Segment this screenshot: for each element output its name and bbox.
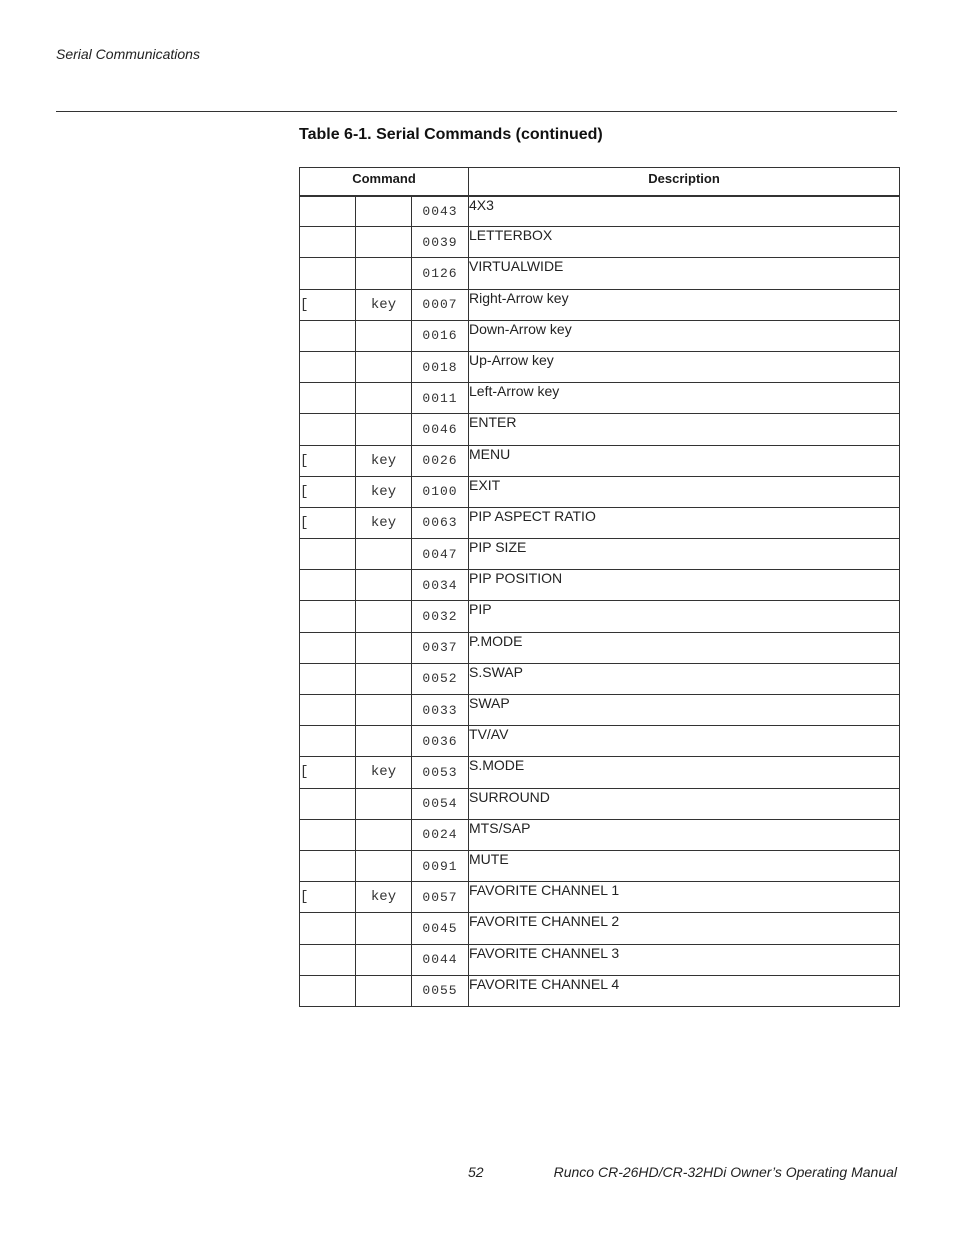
command-code-cell: 0032 (412, 601, 469, 632)
command-code-cell: 0091 (412, 850, 469, 881)
command-prefix-cell (300, 975, 356, 1006)
command-prefix-cell: [ (300, 289, 356, 320)
description-cell: MUTE (469, 850, 900, 881)
table-row (300, 788, 900, 819)
description-cell: Right-Arrow key (469, 289, 900, 320)
description-cell: Left-Arrow key (469, 383, 900, 414)
description-cell: FAVORITE CHANNEL 1 (469, 882, 900, 913)
command-prefix-cell: [ (300, 445, 356, 476)
command-code-cell: 0057 (412, 882, 469, 913)
command-key-cell (356, 819, 412, 850)
command-prefix-cell (300, 196, 356, 227)
table-row (300, 445, 900, 476)
command-prefix-cell (300, 913, 356, 944)
command-code-cell: 0037 (412, 632, 469, 663)
command-prefix-cell (300, 320, 356, 351)
description-cell: MTS/SAP (469, 819, 900, 850)
command-prefix-cell (300, 414, 356, 445)
command-key-cell: key (356, 882, 412, 913)
command-key-cell: key (356, 757, 412, 788)
table-row (300, 882, 900, 913)
table-row (300, 726, 900, 757)
command-key-cell (356, 913, 412, 944)
command-prefix-cell: [ (300, 476, 356, 507)
command-code-cell: 0026 (412, 445, 469, 476)
command-key-cell (356, 663, 412, 694)
table-row (300, 289, 900, 320)
table-row (300, 227, 900, 258)
command-key-cell (356, 601, 412, 632)
description-cell: 4X3 (469, 196, 900, 227)
command-code-cell: 0047 (412, 539, 469, 570)
table-row (300, 196, 900, 227)
command-key-cell: key (356, 289, 412, 320)
description-cell: Down-Arrow key (469, 320, 900, 351)
command-prefix-cell (300, 695, 356, 726)
command-code-cell: 0126 (412, 258, 469, 289)
command-prefix-cell (300, 663, 356, 694)
command-code-cell: 0039 (412, 227, 469, 258)
command-key-cell (356, 414, 412, 445)
description-cell: PIP POSITION (469, 570, 900, 601)
command-key-cell (356, 258, 412, 289)
command-prefix-cell (300, 351, 356, 382)
command-code-cell: 0044 (412, 944, 469, 975)
command-code-cell: 0100 (412, 476, 469, 507)
command-prefix-cell (300, 227, 356, 258)
running-header: Serial Communications (56, 46, 200, 62)
description-cell: MENU (469, 445, 900, 476)
command-prefix-cell (300, 726, 356, 757)
command-code-cell: 0024 (412, 819, 469, 850)
command-key-cell (356, 227, 412, 258)
command-prefix-cell (300, 601, 356, 632)
table-row (300, 757, 900, 788)
column-header-command: Command (300, 168, 469, 196)
command-code-cell: 0046 (412, 414, 469, 445)
command-code-cell: 0034 (412, 570, 469, 601)
description-cell: FAVORITE CHANNEL 2 (469, 913, 900, 944)
command-code-cell: 0033 (412, 695, 469, 726)
description-cell: TV/AV (469, 726, 900, 757)
serial-commands-table (299, 167, 900, 1007)
command-prefix-cell (300, 944, 356, 975)
table-row (300, 507, 900, 538)
command-key-cell (356, 975, 412, 1006)
command-code-cell: 0055 (412, 975, 469, 1006)
description-cell: SURROUND (469, 788, 900, 819)
command-key-cell (356, 383, 412, 414)
command-key-cell (356, 850, 412, 881)
command-code-cell: 0011 (412, 383, 469, 414)
command-key-cell (356, 539, 412, 570)
command-key-cell (356, 695, 412, 726)
command-key-cell (356, 196, 412, 227)
command-prefix-cell: [ (300, 882, 356, 913)
table-row (300, 351, 900, 382)
command-prefix-cell: [ (300, 507, 356, 538)
command-key-cell (356, 351, 412, 382)
column-header-description: Description (469, 168, 900, 196)
description-cell: SWAP (469, 695, 900, 726)
command-key-cell (356, 788, 412, 819)
header-rule (56, 111, 897, 112)
command-prefix-cell (300, 850, 356, 881)
command-code-cell: 0036 (412, 726, 469, 757)
table-row (300, 695, 900, 726)
command-prefix-cell (300, 788, 356, 819)
table-row (300, 320, 900, 351)
description-cell: PIP ASPECT RATIO (469, 507, 900, 538)
command-code-cell: 0063 (412, 507, 469, 538)
table-row (300, 414, 900, 445)
table-row (300, 975, 900, 1006)
description-cell: FAVORITE CHANNEL 4 (469, 975, 900, 1006)
table-body (300, 196, 900, 1007)
table-row (300, 913, 900, 944)
table-row (300, 476, 900, 507)
command-prefix-cell (300, 383, 356, 414)
command-key-cell: key (356, 507, 412, 538)
command-key-cell (356, 570, 412, 601)
table-row (300, 632, 900, 663)
description-cell: PIP (469, 601, 900, 632)
description-cell: P.MODE (469, 632, 900, 663)
command-code-cell: 0018 (412, 351, 469, 382)
command-key-cell (356, 944, 412, 975)
command-prefix-cell (300, 539, 356, 570)
command-key-cell (356, 632, 412, 663)
table-row (300, 850, 900, 881)
command-prefix-cell (300, 819, 356, 850)
command-code-cell: 0052 (412, 663, 469, 694)
description-cell: Up-Arrow key (469, 351, 900, 382)
table-row (300, 601, 900, 632)
description-cell: PIP SIZE (469, 539, 900, 570)
command-code-cell: 0016 (412, 320, 469, 351)
description-cell: LETTERBOX (469, 227, 900, 258)
description-cell: VIRTUALWIDE (469, 258, 900, 289)
description-cell: FAVORITE CHANNEL 3 (469, 944, 900, 975)
command-key-cell (356, 320, 412, 351)
command-key-cell (356, 726, 412, 757)
table-row (300, 570, 900, 601)
table-row (300, 944, 900, 975)
command-key-cell: key (356, 445, 412, 476)
command-prefix-cell (300, 632, 356, 663)
command-prefix-cell (300, 258, 356, 289)
table-row (300, 819, 900, 850)
command-code-cell: 0007 (412, 289, 469, 320)
command-code-cell: 0043 (412, 196, 469, 227)
manual-title: Runco CR-26HD/CR-32HDi Owner’s Operating Manual (553, 1164, 897, 1180)
command-code-cell: 0045 (412, 913, 469, 944)
command-key-cell: key (356, 476, 412, 507)
table-row (300, 539, 900, 570)
description-cell: ENTER (469, 414, 900, 445)
description-cell: EXIT (469, 476, 900, 507)
command-code-cell: 0054 (412, 788, 469, 819)
command-prefix-cell (300, 570, 356, 601)
command-prefix-cell: [ (300, 757, 356, 788)
description-cell: S.MODE (469, 757, 900, 788)
description-cell: S.SWAP (469, 663, 900, 694)
table-title: Table 6-1. Serial Commands (continued) (299, 126, 603, 143)
table-row (300, 258, 900, 289)
table-row (300, 663, 900, 694)
table-row (300, 383, 900, 414)
page-number: 52 (468, 1164, 484, 1180)
table-header (300, 168, 900, 196)
command-code-cell: 0053 (412, 757, 469, 788)
